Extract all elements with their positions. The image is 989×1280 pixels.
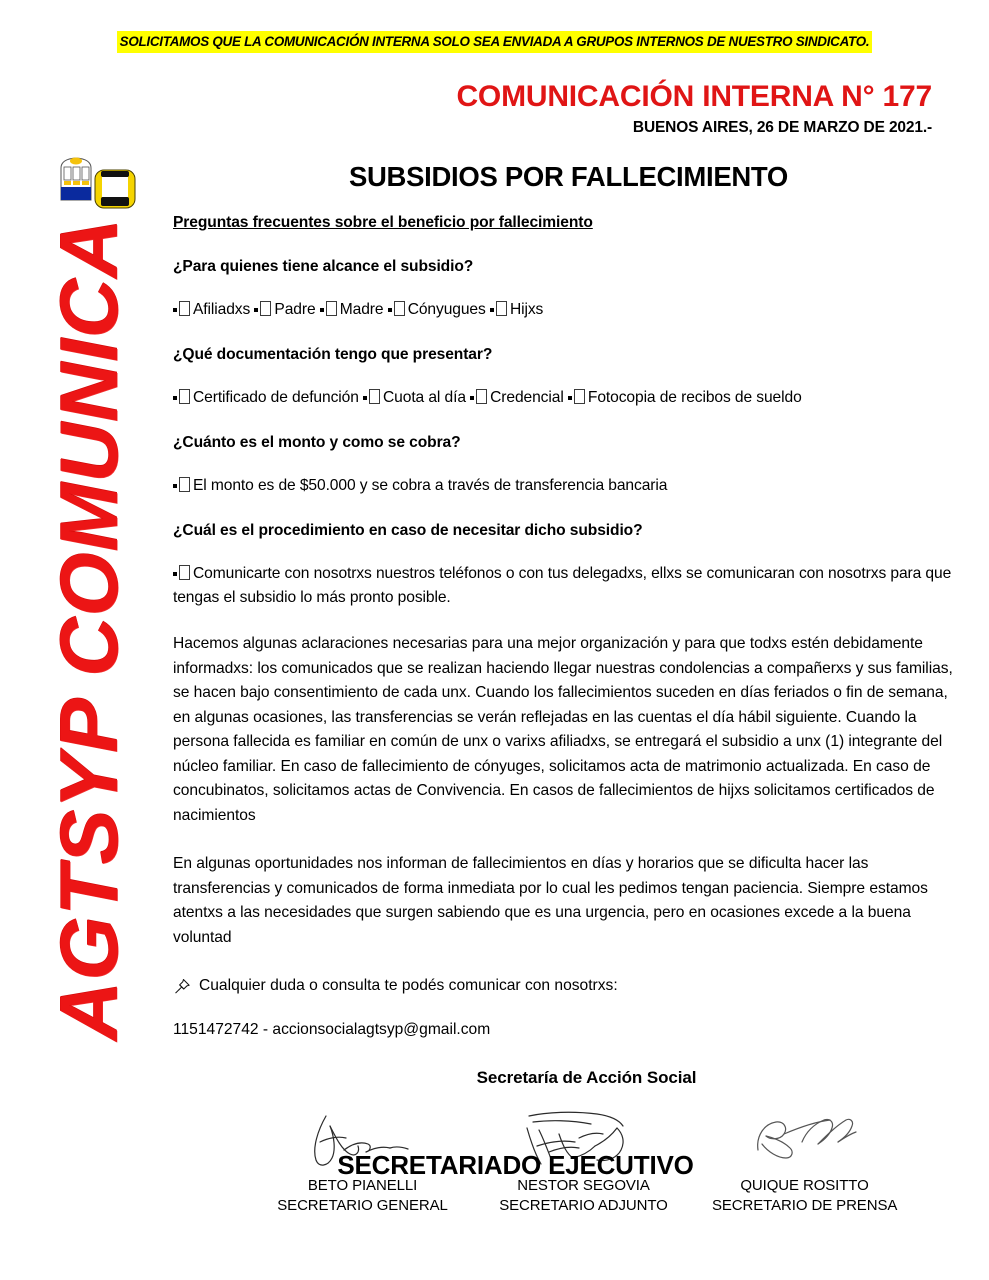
faq-question-3: ¿Cuánto es el monto y como se cobra? (173, 434, 461, 451)
notice-banner (0, 31, 989, 53)
bullet-marker (320, 298, 337, 322)
bullet-marker (173, 562, 190, 586)
pushpin-icon (173, 977, 192, 996)
signature-name: BETO PIANELLI (307, 1177, 418, 1194)
place-date: BUENOS AIRES, 26 DE MARZO DE 2021.- (632, 119, 932, 136)
faq-question-4: ¿Cuál es el procedimiento en caso de necesitar dicho subsidio? (173, 522, 643, 539)
bullet-marker (568, 386, 585, 410)
bullet-marker (173, 386, 190, 410)
signature-role: SECRETARIO ADJUNTO (499, 1197, 668, 1214)
faq-answer-item: Hijxs (509, 301, 544, 318)
faq-answer-item: Afiliadxs (193, 301, 251, 318)
page-title: SUBSIDIOS POR FALLECIMIENTO (348, 161, 789, 192)
faq-question-1: ¿Para quienes tiene alcance el subsidio? (173, 258, 474, 275)
faq-answer-3 (173, 474, 960, 498)
faq-answer-1 (173, 298, 960, 322)
contact-details: 1151472742 - accionsocialagtsyp@gmail.com (173, 1021, 491, 1038)
faq-answer-item: Certificado de defunción (193, 389, 359, 406)
faq-answer-item: Madre (339, 301, 384, 318)
faq-answer-item: Fotocopia de recibos de sueldo (587, 389, 802, 406)
bullet-marker (173, 474, 190, 498)
signature-name: QUIQUE ROSITTO (740, 1177, 869, 1194)
notice-banner-text: SOLICITAMOS QUE LA COMUNICACIÓN INTERNA SOLO SEA ENVIADA A GRUPOS INTERNOS DE NUESTRO SINDICATO. (117, 31, 873, 53)
body-paragraph-1: Hacemos algunas aclaraciones necesarias para una mejor organización y para que todxs estén debidamente informadxs: los comunicados que se realizan haciendo llegar nuestras condolencias a compañerxs y sus familias, se hacen bajo consentimiento de cada unx. Cuando los fallecimientos suceden en días feriados o fin de semana, en algunas ocasiones, las transferencias se verán reflejadas en las cuentas el día hábil siguiente. Cuando la persona fallecida es familiar en común de unx o varixs afiliadxs, se entregará el subsidio a unx (1) integrante del núcleo familiar. En caso de fallecimiento de cónyuges, solicitamos acta de matrimonio actualizada. En caso de concubinatos, solicitamos actas de Convivencia. En casos de fallecimientos de hijxs solicitamos certificados de nacimientos (173, 635, 953, 824)
signature-name: NESTOR SEGOVIA (517, 1177, 650, 1194)
faq-answer-item: El monto es de $50.000 y se cobra a través de transferencia bancaria (193, 477, 668, 494)
faq-answer-4 (173, 562, 960, 610)
signature-role: SECRETARIO GENERAL (277, 1197, 448, 1214)
faq-question-2: ¿Qué documentación tengo que presentar? (173, 346, 493, 363)
faq-answer-item: Cónyugues (407, 301, 486, 318)
bullet-marker (470, 386, 487, 410)
bullet-marker (388, 298, 405, 322)
bullet-marker (363, 386, 380, 410)
agtsyp-vertical-wordmark-text: AGTSYP COMUNICA (44, 217, 135, 1041)
subway-cars-icon (55, 154, 147, 214)
contact-prompt-row (173, 974, 960, 998)
contact-prompt-text: Cualquier duda o consulta te podés comunicar con nosotrxs: (199, 977, 618, 994)
faq-answer-item: Cuota al día (383, 389, 466, 406)
document-body (173, 160, 960, 1216)
faq-heading: Preguntas frecuentes sobre el beneficio por fallecimiento (173, 214, 593, 231)
agtsyp-subway-logo (55, 154, 147, 214)
faq-answer-item: Comunicarte con nosotrxs nuestros teléfonos o con tus delegadxs, ellxs se comunicaran con nosotrxs para que tengas el subsidio lo más pronto posible. (173, 565, 952, 606)
bullet-marker (490, 298, 507, 322)
executive-footer: SECRETARIADO EJECUTIVO (337, 1150, 694, 1180)
faq-answer-2 (173, 386, 960, 410)
communication-title: COMUNICACIÓN INTERNA N° 177 (456, 80, 932, 113)
faq-answer-item: Credencial (490, 389, 564, 406)
body-paragraph-2: En algunas oportunidades nos informan de fallecimientos en días y horarios que se dificulta hacer las transferencias y comunicados de forma inmediata por lo cual les pedimos tengan paciencia. Siempre estamos atentxs a las necesidades que surgen sabiendo que es una urgencia, pero en ocasiones excede a la buena voluntad (173, 855, 928, 946)
signature-role: SECRETARIO DE PRENSA (712, 1197, 898, 1214)
agtsyp-vertical-wordmark (31, 217, 149, 1041)
bullet-marker (254, 298, 271, 322)
signature-section-title: Secretaría de Acción Social (476, 1068, 697, 1087)
faq-answer-item: Padre (274, 301, 316, 318)
bullet-marker (173, 298, 190, 322)
